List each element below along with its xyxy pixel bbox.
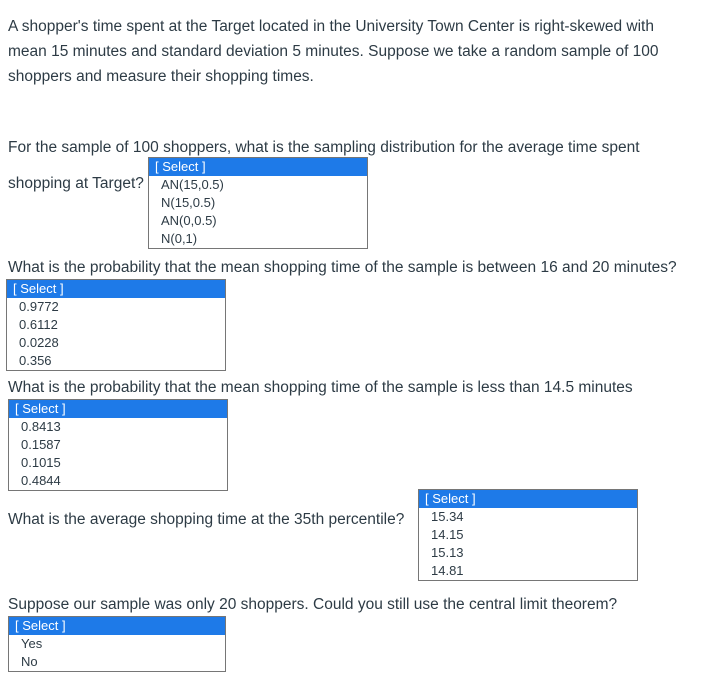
question-2-dropdown[interactable] [6,279,226,371]
question-2-text: What is the probability that the mean shopping time of the sample is between 16 and 20 minutes? [8,259,677,276]
dropdown-option[interactable]: Yes [21,636,43,651]
dropdown-option[interactable]: AN(0,0.5) [161,213,217,228]
dropdown-option-selected[interactable]: [ Select ] [419,490,637,508]
question-1-dropdown[interactable] [148,157,368,249]
dropdown-option[interactable]: 15.13 [431,545,464,560]
dropdown-option[interactable]: 0.0228 [19,335,59,350]
dropdown-option[interactable]: 0.8413 [21,419,61,434]
question-5-dropdown[interactable] [8,616,226,672]
intro-paragraph: A shopper's time spent at the Target located in the University Town Center is right-skewed with mean 15 minutes and standard deviation 5 minutes. Suppose we take a random sample of 100 shoppers and measure their shopping times. [8,18,659,85]
dropdown-option[interactable]: 0.1015 [21,455,61,470]
dropdown-option[interactable]: 0.6112 [19,317,58,332]
dropdown-option-selected[interactable]: [ Select ] [7,280,225,298]
question-1-line-1: For the sample of 100 shoppers, what is the sampling distribution for the average time spent [8,139,640,156]
dropdown-option[interactable]: 0.1587 [21,437,61,452]
dropdown-option-selected[interactable]: [ Select ] [9,400,227,418]
question-5-text: Suppose our sample was only 20 shoppers. Could you still use the central limit theorem? [8,596,618,613]
question-4-text: What is the average shopping time at the 35th percentile? [8,511,405,528]
dropdown-option[interactable]: 0.9772 [19,299,59,314]
dropdown-option[interactable]: 14.15 [431,527,464,542]
dropdown-option[interactable]: 0.356 [19,353,52,368]
dropdown-option[interactable]: N(15,0.5) [161,195,216,210]
question-3-text: What is the probability that the mean shopping time of the sample is less than 14.5 minutes [8,379,633,396]
dropdown-option[interactable]: No [21,654,38,669]
dropdown-option[interactable]: 0.4844 [21,473,61,488]
dropdown-option-selected[interactable]: [ Select ] [9,617,225,635]
dropdown-option[interactable]: 14.81 [431,563,464,578]
dropdown-option[interactable]: 15.34 [431,509,464,524]
dropdown-option-selected[interactable]: [ Select ] [149,158,367,176]
question-3-dropdown[interactable] [8,399,228,491]
dropdown-option[interactable]: N(0,1) [161,231,198,246]
dropdown-option[interactable]: AN(15,0.5) [161,177,224,192]
question-1-line-2: shopping at Target? [8,175,144,192]
question-4-dropdown[interactable] [418,489,638,581]
